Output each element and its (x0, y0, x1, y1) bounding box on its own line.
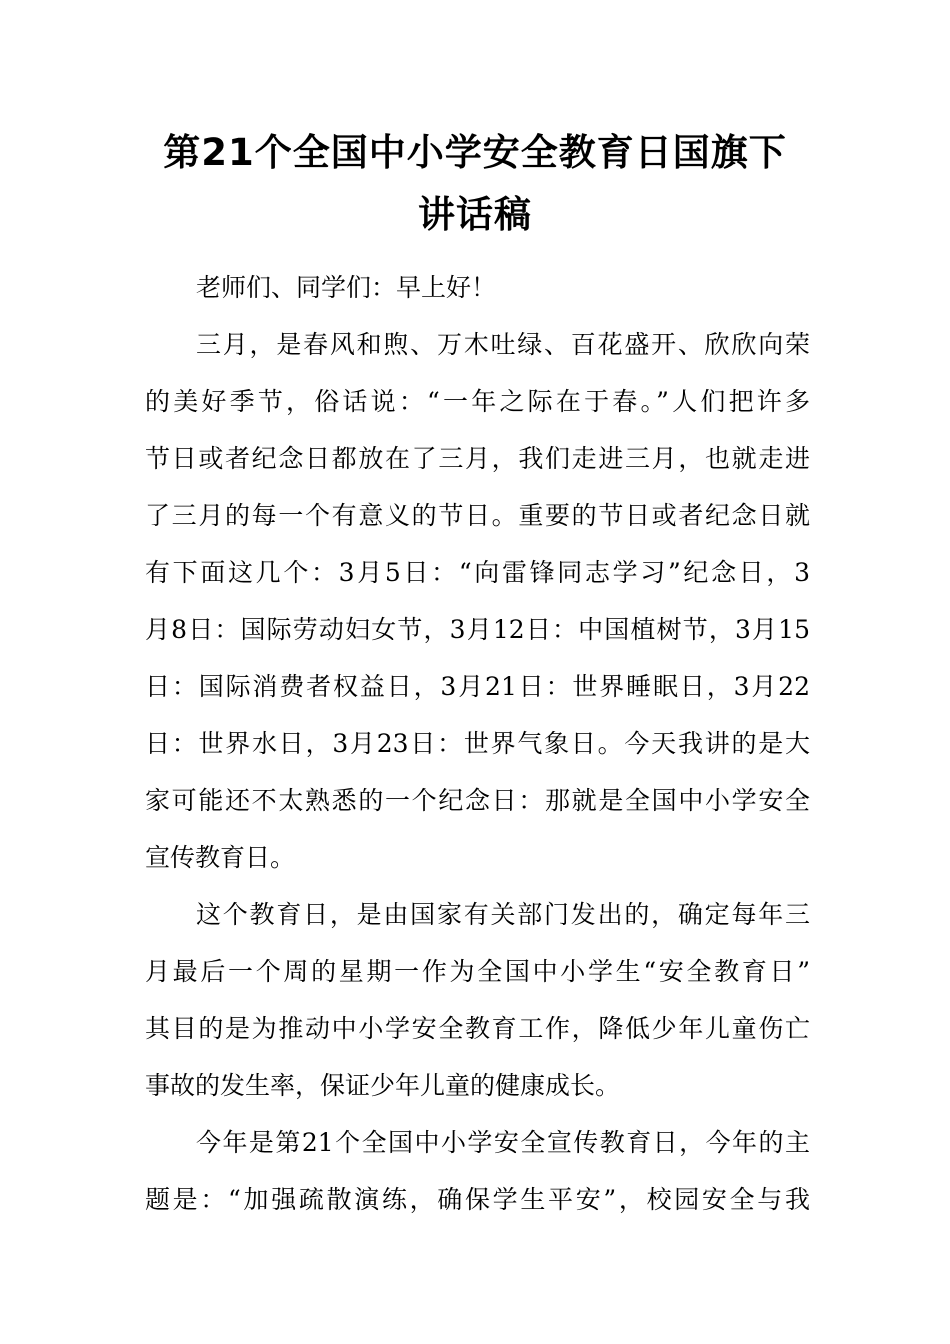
paragraph-1-line-4: 了三月的每一个有意义的节日。重要的节日或者纪念日就 (145, 501, 810, 530)
title-line-2: 讲话稿 (418, 193, 532, 236)
paragraph-1-line-1: 三月，是春风和煦、万木吐绿、百花盛开、欣欣向荣 (196, 330, 810, 359)
title-line-1: 第21个全国中小学安全教育日国旗下 (163, 131, 787, 174)
paragraph-1-line-8: 日：世界水日，3月23日：世界气象日。今天我讲的是大 (145, 729, 810, 758)
paragraph-2-line-4: 事故的发生率，保证少年儿童的健康成长。 (145, 1071, 621, 1100)
paragraph-1-line-9: 家可能还不太熟悉的一个纪念日：那就是全国中小学安全 (145, 786, 810, 815)
paragraph-3-line-1: 今年是第21个全国中小学安全宣传教育日，今年的主 (196, 1128, 810, 1157)
paragraph-2-line-2: 月最后一个周的星期一作为全国中小学生“安全教育日” (145, 957, 810, 986)
paragraph-1-line-7: 日：国际消费者权益日，3月21日：世界睡眠日，3月22 (145, 672, 810, 701)
paragraph-1-line-5: 有下面这几个：3月5日：“向雷锋同志学习”纪念日，3 (145, 558, 810, 587)
paragraph-1-line-3: 节日或者纪念日都放在了三月，我们走进三月，也就走进 (145, 444, 810, 473)
greeting-line: 老师们、同学们：早上好！ (196, 273, 497, 302)
paragraph-1-line-2: 的美好季节，俗话说：“一年之际在于春。”人们把许多 (145, 387, 810, 416)
paragraph-1-line-6: 月8日：国际劳动妇女节，3月12日：中国植树节，3月15 (145, 615, 810, 644)
paragraph-2-line-1: 这个教育日，是由国家有关部门发出的，确定每年三 (196, 900, 810, 929)
paragraph-3-line-2: 题是：“加强疏散演练，确保学生平安”，校园安全与我 (145, 1185, 810, 1214)
paragraph-2-line-3: 其目的是为推动中小学安全教育工作，降低少年儿童伤亡 (145, 1014, 810, 1043)
paragraph-1-line-10: 宣传教育日。 (145, 843, 296, 872)
document-body (145, 259, 810, 1228)
document-title (140, 122, 810, 246)
